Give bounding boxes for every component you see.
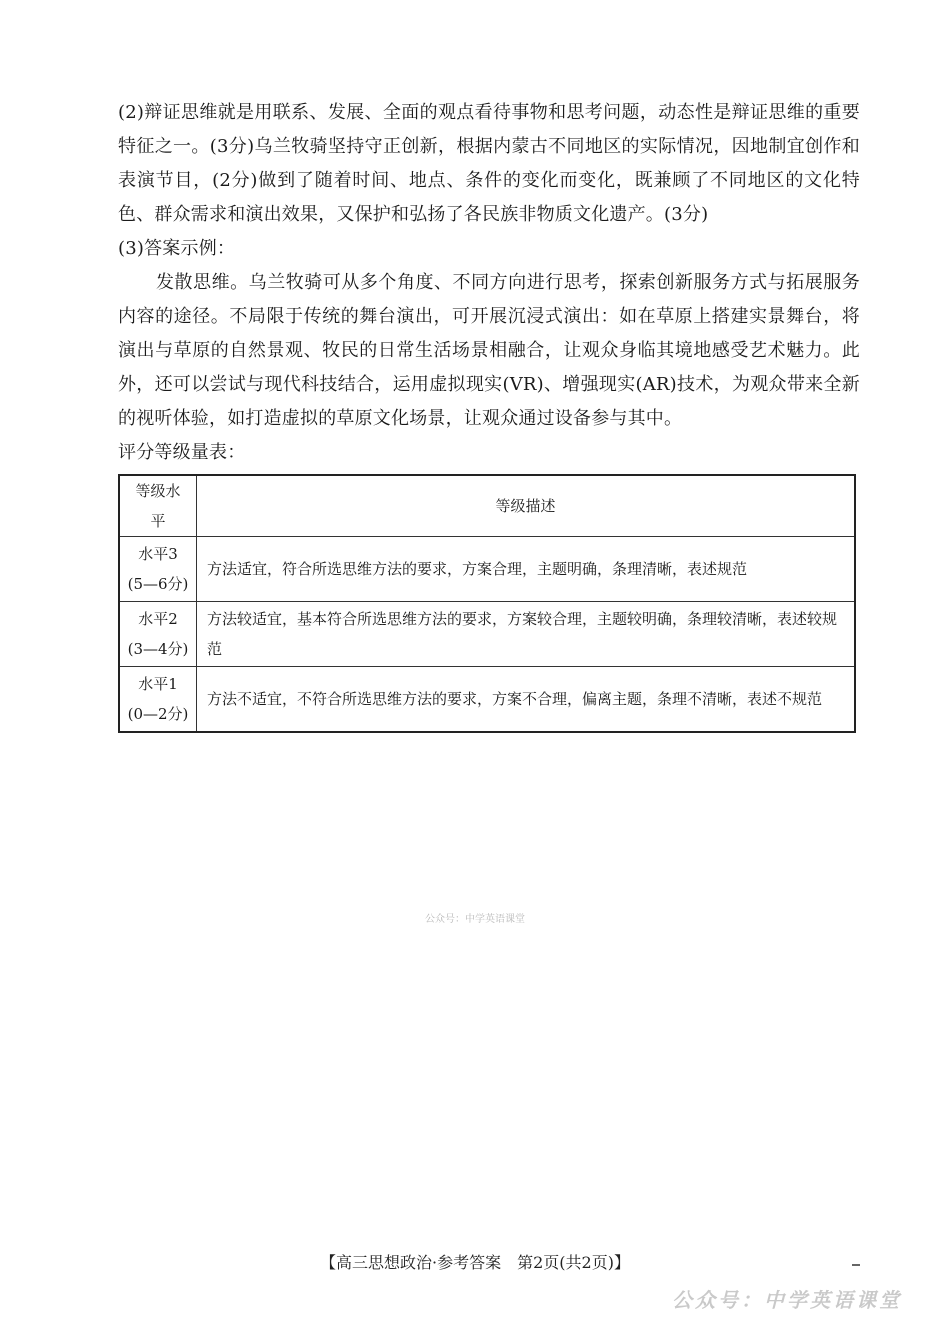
- answer-part-3-example: 发散思维。乌兰牧骑可从多个角度、不同方向进行思考，探索创新服务方式与拓展服务内容的途径。不局限于传统的舞台演出，可开展沉浸式演出：如在草原上搭建实景舞台，将演出与草原的自然景观、牧民的日常生活场景相融合，让观众身临其境地感受艺术魅力。此外，还可以尝试与现代科技结合，运用虚拟现实(VR)、增强现实(AR)技术，为观众带来全新的视听体验，如打造虚拟的草原文化场景，让观众通过设备参与其中。: [118, 272, 860, 429]
- table-row: [119, 667, 855, 733]
- level-name: 水平3: [138, 545, 178, 563]
- watermark-corner: 公众号：中学英语课堂: [672, 1288, 902, 1312]
- grading-scale-title: 评分等级量表：: [118, 442, 246, 463]
- level-score: (3—4分): [127, 640, 189, 658]
- level-score: (5—6分): [127, 575, 189, 593]
- answer-part-2: (2)辩证思维就是用联系、发展、全面的观点看待事物和思考问题，动态性是辩证思维的重要特征之一。(3分)乌兰牧骑坚持守正创新，根据内蒙古不同地区的实际情况，因地制宜创作和表演节目，(2分)做到了随着时间、地点、条件的变化而变化，既兼顾了不同地区的文化特色、群众需求和演出效果，又保护和弘扬了各民族非物质文化遗产。(3分): [118, 102, 860, 225]
- level-cell: [119, 537, 197, 602]
- level-description: 方法不适宜，不符合所选思维方法的要求，方案不合理，偏离主题，条理不清晰，表述不规范: [197, 667, 856, 733]
- level-name: 水平2: [138, 610, 178, 628]
- level-cell: [119, 602, 197, 667]
- table-row: [119, 537, 855, 602]
- level-description: 方法适宜，符合所选思维方法的要求，方案合理，主题明确，条理清晰，表述规范: [197, 537, 856, 602]
- level-description: 方法较适宜，基本符合所选思维方法的要求，方案较合理，主题较明确，条理较清晰，表述较规范: [197, 602, 856, 667]
- grading-scale-table: [118, 474, 856, 733]
- level-score: (0—2分): [127, 705, 189, 723]
- footer-mark: [852, 1264, 860, 1266]
- page-footer: 【高三思想政治·参考答案 第2页(共2页)】: [320, 1253, 630, 1272]
- header-description: 等级描述: [197, 475, 856, 537]
- level-cell: [119, 667, 197, 733]
- table-header-row: [119, 475, 855, 537]
- watermark-center: 公众号：中学英语课堂: [425, 914, 525, 925]
- table-row: [119, 602, 855, 667]
- answer-part-3-heading: (3)答案示例：: [118, 238, 236, 259]
- header-level: 等级水平: [119, 475, 197, 537]
- level-name: 水平1: [138, 675, 178, 693]
